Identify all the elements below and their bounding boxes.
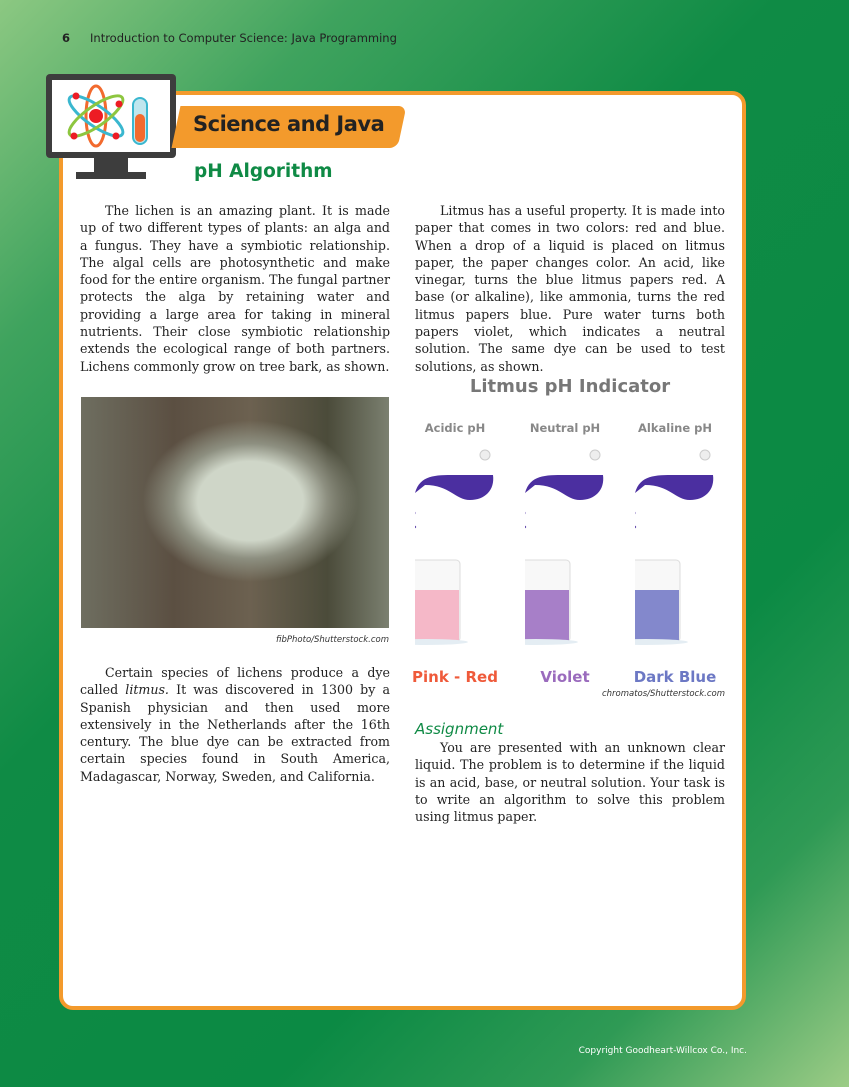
figure-title: Litmus pH Indicator <box>469 376 671 397</box>
assignment-heading: Assignment <box>415 720 504 738</box>
running-header <box>62 31 397 45</box>
copyright: Copyright Goodheart-Willcox Co., Inc. <box>578 1046 747 1056</box>
result-label: Pink - Red <box>412 668 498 686</box>
result-label: Violet <box>540 668 590 686</box>
page-number: 6 <box>62 31 71 45</box>
left-column-top <box>80 202 390 375</box>
litmus-term: litmus. <box>125 682 169 698</box>
assignment-block <box>415 739 725 825</box>
text: Certain species of lichens produce a dye called <box>80 665 390 698</box>
assignment-paragraph: You are presented with an unknown clear liquid. The problem is to determine if the liquid is an acid, base, or neutral solution. Your task is to write an algorithm to solve this problem using litmus paper. <box>415 740 725 825</box>
book-title: Introduction to Computer Science: Java Programming <box>90 31 397 45</box>
left-column-bottom <box>80 664 390 785</box>
flask-beaker-icon <box>635 445 725 645</box>
ph-label: Neutral pH <box>529 421 601 435</box>
lichen-photo <box>81 397 389 628</box>
flask-beaker-icon <box>415 445 505 645</box>
result-label: Dark Blue <box>633 668 717 686</box>
science-monitor-icon <box>46 74 176 184</box>
litmus-property-paragraph: Litmus has a useful property. It is made into paper that comes in two colors: red and blue. When a drop of a liquid is placed on litmus paper, the paper changes color. An acid, like vinegar, turns the blue litmus papers red. A base (or alkaline), like ammonia, turns the red litmus papers blue. Pure water turns both papers violet, which indicates a neutral solution. The same dye can be used to test solutions, as shown. <box>415 203 725 374</box>
ph-label: Acidic pH <box>424 421 486 435</box>
right-column-top <box>415 202 725 375</box>
photo-credit: fibPhoto/Shutterstock.com <box>276 635 389 645</box>
figure-credit: chromatos/Shutterstock.com <box>601 689 725 699</box>
ph-label: Alkaline pH <box>638 421 712 435</box>
litmus-paragraph <box>80 664 390 785</box>
flask-beaker-icon <box>525 445 615 645</box>
lichen-paragraph: The lichen is an amazing plant. It is made up of two different types of plants: an alga and a fungus. They have a symbiotic relationship. The algal cells are photosynthetic and make food for the entire organism. The fungal partner protects the alga by retaining water and providing a large area for taking in mineral nutrients. Their close symbiotic relationship extends the ecological range of both partners. Lichens commonly grow on tree bark, as shown. <box>80 203 390 374</box>
text: It was discovered in 1300 by a Spanish physician and then used more extensively in the Netherlands after the 16th century. The blue dye can be extracted from certain species found in South America, Madagascar, Norway, Sweden, and California. <box>80 682 390 784</box>
feature-title: pH Algorithm <box>194 161 333 182</box>
feature-banner: Science and Java <box>193 112 385 136</box>
